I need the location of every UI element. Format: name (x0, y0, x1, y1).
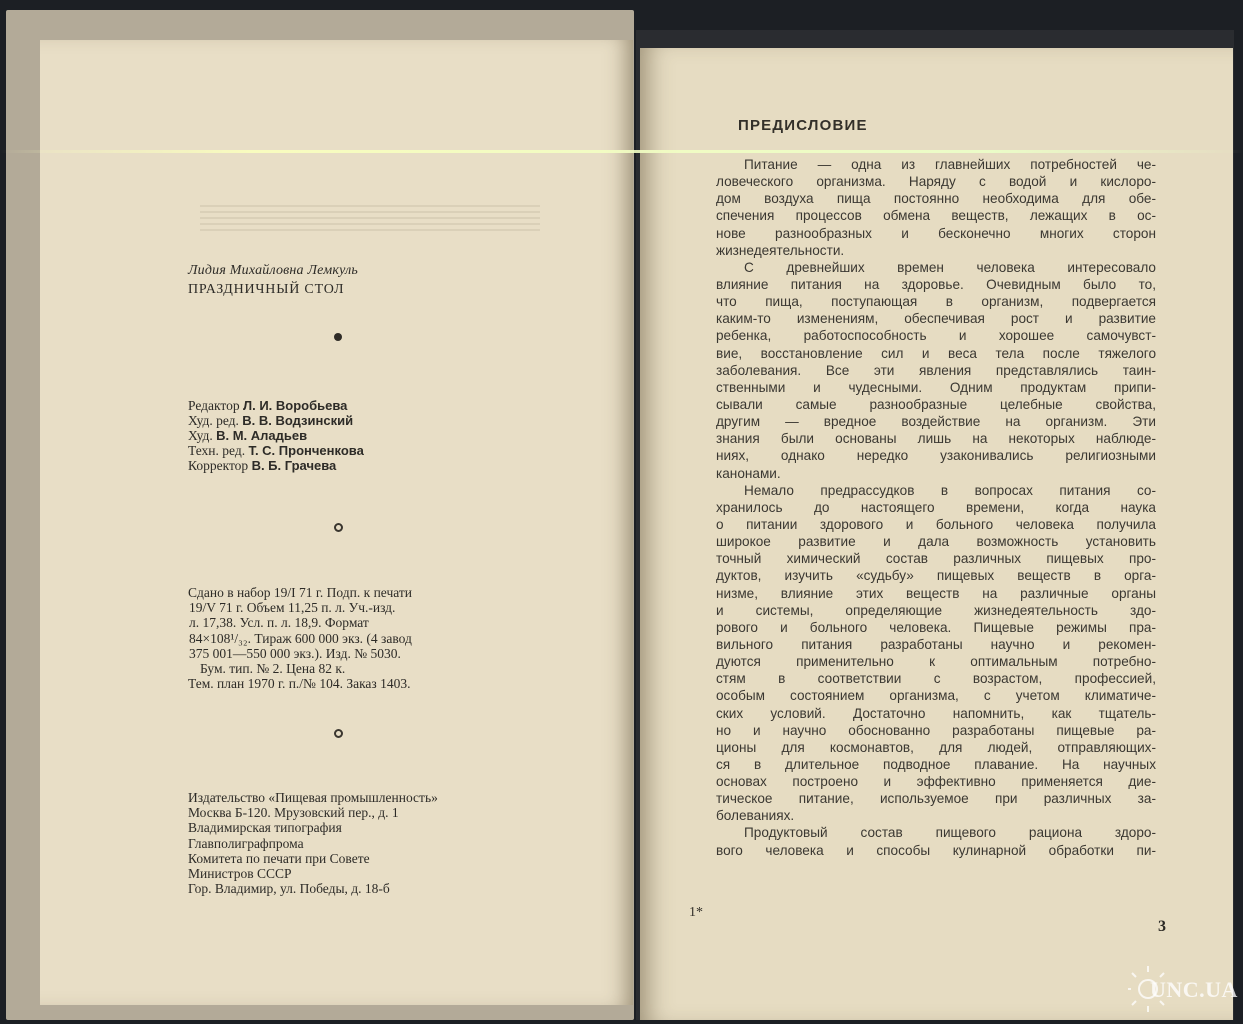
author-name: Лидия Михайловна Лемкуль (188, 263, 359, 278)
body-line: спечения процессов обмена веществ, лежащих в ос- (716, 208, 1156, 224)
body-line: ниях, однако нередко узаконивались религиозными (716, 448, 1156, 464)
publisher-line: Комитета по печати при Совете (188, 850, 370, 866)
body-line: точный химический состав различных пищевых про- (716, 551, 1156, 567)
pubdata-line: 19/V 71 г. Объем 11,25 п. л. Уч.-изд. (189, 600, 396, 616)
body-line: стям в соответствии с возрастом, профессией, (716, 671, 1156, 687)
body-line: Продуктовый состав пищевого рациона здоро- (744, 825, 1156, 841)
body-line: болеваниях. (716, 808, 795, 824)
body-line: основах построено и эффективно применяется дие- (716, 774, 1156, 790)
publisher-line: Владимирская типография (188, 820, 342, 836)
book-title: ПРАЗДНИЧНЫЙ СТОЛ (188, 282, 345, 297)
body-line: ских условий. Достаточно напомнить, как тщатель- (716, 705, 1156, 721)
publication-data (188, 585, 412, 691)
body-line: знания были основаны лишь на некоторых наблюде- (716, 431, 1156, 447)
bleed-through-text (200, 205, 540, 231)
scanner-artifact-line (0, 150, 1243, 153)
pubdata-line: 84×108¹/₃₂. Тираж 600 000 экз. (4 завод (189, 630, 412, 646)
body-line: что пища, поступающая в организм, подвергается (716, 294, 1156, 310)
publisher-line: Гор. Владимир, ул. Победы, д. 18-б (188, 881, 390, 897)
body-line: особым состоянием организма, с учетом климатиче- (716, 688, 1156, 704)
body-line: жизнедеятельности. (716, 242, 845, 258)
body-line: но и научно обоснованно разработаны пищевые ра- (716, 722, 1156, 738)
body-line: вого человека и способы кулинарной обработки пи- (716, 842, 1156, 858)
credit-row: Корректор В. Б. Грачева (188, 458, 337, 473)
ornament-ring (334, 523, 343, 532)
credit-row: Техн. ред. Т. С. Пронченкова (188, 443, 364, 458)
credit-row: Худ. В. М. Аладьев (188, 428, 308, 443)
watermark-text: UNC.UA (1150, 977, 1238, 1002)
pubdata-line: Тем. план 1970 г. п./№ 104. Заказ 1403. (188, 676, 411, 692)
ornament-dot (334, 333, 342, 341)
pubdata-line: 375 001—550 000 экз.). Изд. № 5030. (189, 645, 401, 661)
body-line: сывали самые разнообразные целебные свойства, (716, 396, 1156, 412)
pubdata-line: Бум. тип. № 2. Цена 82 к. (200, 661, 346, 677)
body-line: дуктов, изучить «судьбу» пищевых веществ в орга- (716, 568, 1156, 584)
preface-body (716, 156, 1156, 859)
body-line: канонами. (716, 465, 781, 481)
credits-list (188, 398, 364, 473)
body-line: дуются применительно к оптимальным потребно- (716, 654, 1156, 670)
body-line: рового и больного человека. Пищевые режимы пра- (716, 619, 1156, 635)
publisher-info (188, 790, 438, 896)
pubdata-line: Сдано в набор 19/I 71 г. Подп. к печати (188, 585, 413, 600)
body-line: Немало предрассудков в вопросах питания со- (744, 482, 1156, 498)
body-line: Питание — одна из главнейших потребностей че- (744, 157, 1156, 172)
body-line: вие, восстановление сил и веса тела после тяжелого (716, 345, 1156, 361)
body-line: каким-то изменениям, обеспечивая рост и развитие (716, 311, 1156, 327)
body-line: ся в длительное подводное плавание. На научных (716, 756, 1156, 772)
body-line: ственными и чудесными. Одним продуктам припи- (716, 379, 1156, 395)
body-line: заболевания. Все эти явления представлялись таин- (716, 362, 1156, 378)
publisher-line: Издательство «Пищевая промышленность» (188, 790, 438, 805)
body-line: нове разнообразных и бесконечно многих сторон (716, 225, 1156, 241)
body-line: ловеческого организма. Наряду с водой и кислоро- (716, 174, 1156, 190)
pubdata-line: л. 17,38. Усл. п. л. 18,9. Формат (189, 615, 369, 631)
credit-row: Худ. ред. В. В. Водзинский (188, 413, 354, 428)
page-number: 3 (1158, 918, 1166, 935)
signature-mark: 1* (689, 905, 703, 920)
body-line: другим — вредное воздействие на организм. Эти (716, 414, 1156, 430)
credit-row: Редактор Л. И. Воробьева (188, 398, 348, 413)
body-line: широкое развитие и дала возможность установить (716, 534, 1156, 550)
body-line: ционы для космонавтов, для людей, отправляющих- (716, 739, 1156, 755)
body-line: влияние питания на здоровье. Очевидным было то, (716, 276, 1156, 292)
body-line: вильного питания разработаны научно и рекомен- (716, 636, 1156, 652)
section-heading: ПРЕДИСЛОВИЕ (738, 117, 868, 134)
body-line: о питании здорового и больного человека получила (716, 516, 1156, 532)
body-line: и системы, определяющие жизнедеятельность здо- (716, 602, 1156, 618)
body-line: дом воздуха пища постоянно необходима для обе- (716, 191, 1156, 207)
publisher-line: Главполиграфпрома (188, 835, 304, 851)
body-line: ребенка, работоспособность и хорошее самочувст- (716, 328, 1156, 344)
body-line: тическое питание, используемое при различных за- (716, 791, 1156, 807)
body-line: хранилось до настоящего времени, когда наука (716, 499, 1156, 515)
body-line: С древнейших времен человека интересовало (744, 259, 1156, 275)
body-line: низме, влияние этих веществ на различные органы (716, 585, 1156, 601)
publisher-line: Москва Б-120. Мрузовский пер., д. 1 (188, 805, 399, 821)
ornament-ring (334, 729, 343, 738)
publisher-line: Министров СССР (188, 866, 292, 882)
